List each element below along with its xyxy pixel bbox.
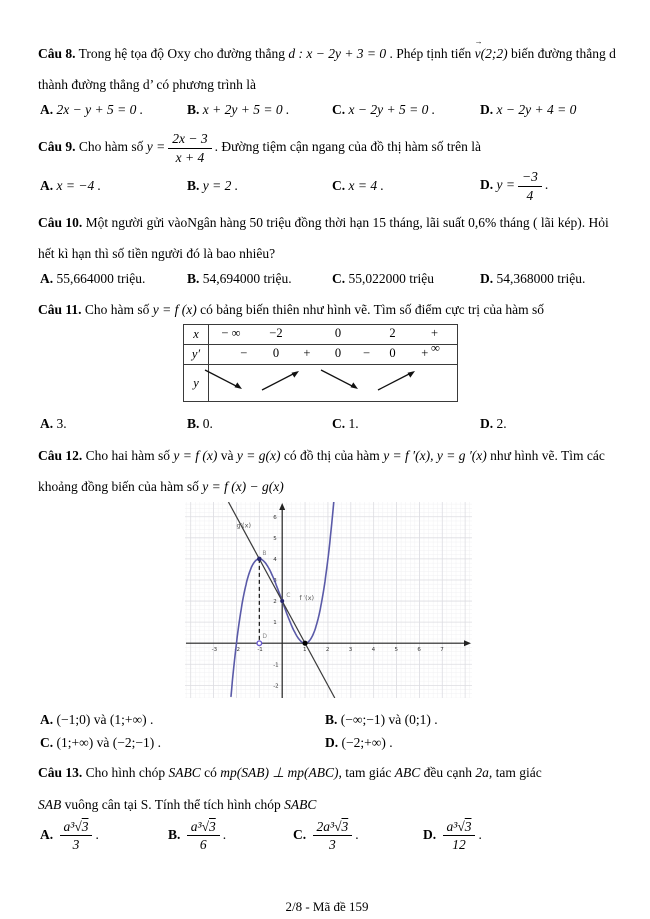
option-key: A.	[40, 178, 54, 194]
option-b	[187, 414, 332, 434]
trend-arrow-icon	[317, 366, 363, 394]
question-11-options	[40, 414, 616, 434]
fraction	[313, 819, 353, 853]
question-13	[38, 763, 616, 853]
fraction-numerator: −3	[518, 169, 542, 187]
svg-text:g′(x): g′(x)	[236, 520, 251, 529]
svg-text:f ′(x): f ′(x)	[299, 593, 315, 602]
svg-text:4: 4	[371, 646, 376, 653]
option-c	[40, 734, 325, 753]
option-key: A.	[40, 711, 54, 727]
option-text: (−2;+∞) .	[341, 735, 393, 751]
radicand: 3	[341, 818, 349, 834]
x-value: + ∞	[430, 326, 440, 356]
question-13-text: có	[204, 765, 217, 781]
question-8-options	[40, 100, 616, 120]
question-13-text: Cho hình chóp	[85, 765, 166, 781]
option-text: 1.	[348, 416, 359, 432]
fraction-numerator: a³√3	[443, 819, 476, 837]
fraction-denominator: 12	[452, 837, 466, 853]
fraction-denominator: 3	[328, 837, 336, 853]
svg-text:-3: -3	[211, 646, 218, 653]
variation-table	[183, 324, 458, 402]
option-key: D.	[480, 270, 494, 286]
derivative-graph	[185, 502, 472, 698]
option-b	[187, 269, 332, 289]
option-a	[40, 414, 187, 434]
option-text: 3.	[56, 416, 67, 432]
option-key: B.	[168, 826, 181, 842]
option-c	[332, 414, 480, 434]
x-value: −2	[269, 326, 283, 341]
option-key: B.	[187, 416, 200, 432]
fraction-denominator: x + 4	[175, 149, 205, 165]
math-difference: y = f (x) − g(x)	[202, 479, 284, 495]
exam-page	[38, 37, 616, 915]
svg-text:6: 6	[273, 514, 277, 521]
option-key: A.	[40, 826, 54, 842]
row-y-arrows	[209, 365, 457, 401]
fraction	[518, 169, 542, 203]
option-d	[325, 734, 616, 753]
option-d	[480, 269, 616, 289]
option-key: C.	[332, 270, 346, 286]
row-y-prime-signs	[209, 345, 457, 364]
math-line-equation: d : x − 2y + 3 = 0	[288, 46, 387, 61]
option-key: D.	[480, 177, 494, 193]
option-tail: .	[544, 177, 549, 193]
option-a	[40, 100, 187, 120]
svg-text:1: 1	[303, 646, 307, 653]
option-key: C.	[332, 101, 346, 117]
option-key: D.	[480, 101, 494, 117]
fraction	[443, 819, 476, 853]
x-value: 2	[389, 326, 396, 341]
table-row-x	[184, 325, 457, 356]
question-12-options	[40, 711, 616, 754]
question-12-label: Câu 12.	[38, 448, 83, 463]
option-key: B.	[325, 711, 338, 727]
question-11-text: Cho hàm số	[84, 302, 150, 318]
question-8-text: . Phép tịnh tiến	[389, 46, 472, 61]
svg-text:-1: -1	[257, 646, 263, 653]
option-key: C.	[332, 178, 346, 194]
option-text: x − 2y + 4 = 0	[496, 101, 577, 117]
option-d	[423, 819, 616, 853]
fraction-numerator: 2x − 3	[168, 131, 211, 149]
question-13-text: tam giác	[345, 765, 392, 781]
question-10-label: Câu 10.	[38, 215, 83, 231]
option-text: x = −4 .	[56, 178, 101, 194]
option-c	[332, 176, 480, 196]
svg-text:3: 3	[273, 577, 277, 584]
option-tail: .	[95, 826, 99, 842]
svg-text:6: 6	[417, 646, 421, 653]
option-d	[480, 414, 616, 434]
question-8-text-line2: thành đường thẳng d’ có phương trình là	[38, 77, 256, 93]
svg-text:3: 3	[348, 646, 353, 653]
question-11-text: có bảng biến thiên như hình vẽ. Tìm số điểm cực trị của hàm số	[200, 302, 545, 318]
x-value: 0	[334, 326, 342, 341]
question-8	[38, 37, 616, 119]
fraction-numerator: a³√3	[187, 819, 220, 837]
math-sabc: SABC	[168, 765, 201, 781]
fraction	[168, 131, 211, 165]
row-x-values	[209, 325, 457, 356]
sqrt-sign: √	[201, 818, 209, 834]
option-key: D.	[480, 416, 494, 432]
option-text: (−∞;−1) và (0;1) .	[340, 711, 438, 727]
math-2a: 2a,	[475, 765, 493, 781]
sign: 0	[334, 346, 342, 361]
math-perpendicular-planes: mp(SAB) ⊥ mp(ABC),	[220, 765, 342, 781]
question-10-text-line2: hết kì hạn thì số tiền người đó là bao nhiêu?	[38, 246, 276, 262]
math-f-prime: y = f ′(x),	[383, 448, 434, 463]
option-key: A.	[40, 270, 54, 286]
question-9	[38, 131, 616, 203]
option-tail: .	[355, 826, 359, 842]
svg-text:2: 2	[273, 598, 277, 605]
svg-text:-1: -1	[273, 661, 279, 668]
x-value: − ∞	[221, 326, 241, 341]
option-key: A.	[40, 101, 54, 117]
math-g-prime: y = g ′(x)	[436, 448, 487, 463]
fraction-numerator: 2a³√3	[313, 819, 353, 837]
option-d	[480, 100, 616, 120]
question-13-label: Câu 13.	[38, 765, 83, 781]
option-text: 2x − y + 5 = 0 .	[56, 101, 144, 117]
svg-text:1: 1	[273, 619, 277, 626]
svg-text:-2: -2	[273, 682, 279, 689]
option-text: 2.	[496, 416, 507, 432]
question-8-text: Trong hệ tọa độ Oxy cho đường thẳng	[78, 46, 285, 61]
fraction-numerator: a³√3	[60, 819, 93, 837]
row-header: x	[184, 325, 209, 344]
sign: −	[240, 346, 248, 361]
option-c	[293, 819, 423, 853]
sign: 0	[389, 346, 396, 361]
question-10-text: Một người gửi vàoNgân hàng 50 triệu đồng thời hạn 15 tháng, lãi suất 0,6% tháng ( lãi kép). Hỏi	[85, 215, 609, 231]
option-text: 55,022000 triệu	[348, 270, 434, 286]
radicand: 3	[464, 818, 472, 834]
sign: +	[303, 346, 311, 361]
option-c	[332, 269, 480, 289]
math-function: y = f (x)	[152, 302, 197, 318]
sign: −	[362, 346, 370, 361]
question-12-text: và	[220, 448, 234, 463]
option-b	[168, 819, 293, 853]
math-y-equals: y =	[146, 139, 166, 155]
radicand: 3	[81, 818, 89, 834]
question-9-label: Câu 9.	[38, 139, 76, 155]
question-10-options	[40, 269, 616, 289]
svg-text:C: C	[286, 591, 291, 599]
option-text: 54,694000 triệu.	[202, 270, 292, 286]
option-text: (−1;0) và (1;+∞) .	[56, 711, 154, 727]
option-text: 55,664000 triệu.	[56, 270, 146, 286]
option-text: 0.	[202, 416, 213, 432]
question-9-options	[40, 169, 616, 203]
fraction-denominator: 4	[526, 187, 534, 203]
option-d	[480, 169, 616, 203]
option-key: D.	[325, 735, 339, 751]
option-a	[40, 711, 325, 730]
option-a	[40, 269, 187, 289]
svg-text:2: 2	[325, 646, 330, 653]
vector-base: v	[474, 46, 481, 61]
trend-arrow-icon	[258, 366, 304, 394]
option-key: C.	[332, 416, 346, 432]
option-text: x + 2y + 5 = 0 .	[202, 101, 290, 117]
trend-arrow-icon	[374, 366, 420, 394]
fraction-denominator: 3	[72, 837, 80, 853]
option-text: x = 4 .	[348, 178, 384, 194]
page-footer: 2/8 - Mã đề 159	[285, 898, 369, 914]
svg-text:D: D	[262, 632, 267, 640]
fraction-denominator: 6	[199, 837, 207, 853]
option-b	[187, 100, 332, 120]
option-a	[40, 176, 187, 196]
option-tail: .	[478, 826, 482, 842]
math-sab: SAB	[38, 796, 62, 812]
option-c	[332, 100, 480, 120]
math-abc: ABC	[394, 765, 421, 781]
math-sabc: SABC	[284, 796, 317, 812]
option-b	[325, 711, 616, 730]
option-a	[40, 819, 168, 853]
vector-args: (2;2)	[480, 46, 508, 61]
question-12-text: như hình vẽ. Tìm các	[490, 448, 605, 463]
question-11-label: Câu 11.	[38, 302, 82, 318]
question-12-text: Cho hai hàm số	[85, 448, 171, 463]
row-header: y	[184, 365, 209, 401]
option-tail: .	[222, 826, 227, 842]
svg-text:-2: -2	[234, 646, 240, 653]
question-10	[38, 213, 616, 288]
fraction	[187, 819, 220, 853]
option-key: B.	[187, 178, 200, 194]
svg-text:7: 7	[440, 646, 444, 653]
option-b	[187, 176, 332, 196]
sign: 0	[272, 346, 280, 361]
option-text: 54,368000 triệu.	[496, 270, 586, 286]
question-13-text: tam giác	[495, 765, 542, 781]
question-13-text: đều cạnh	[423, 765, 472, 781]
question-13-options	[40, 819, 616, 853]
question-13-text-line2: vuông cân tại S. Tính thể tích hình chóp	[64, 796, 281, 812]
question-12-text-line2: khoảng đồng biến của hàm số	[38, 479, 199, 495]
option-text: y = 2 .	[202, 178, 239, 194]
option-key: C.	[293, 826, 307, 842]
question-8-label: Câu 8.	[38, 46, 76, 61]
option-text: (1;+∞) và (−2;−1) .	[56, 735, 161, 751]
derivative-graph-container	[185, 502, 616, 698]
table-row-y	[184, 365, 457, 401]
svg-text:4: 4	[273, 556, 277, 563]
option-text: x − 2y + 5 = 0 .	[348, 101, 436, 117]
question-11	[38, 300, 616, 434]
row-header: y′	[184, 345, 209, 364]
svg-text:5: 5	[394, 646, 399, 653]
sqrt-sign: √	[334, 818, 342, 834]
svg-text:B: B	[262, 549, 267, 557]
vector-v	[474, 37, 483, 64]
question-12	[38, 446, 616, 753]
question-9-text: . Đường tiệm cận ngang của đồ thị hàm số trên là	[214, 139, 482, 155]
option-key: C.	[40, 735, 54, 751]
option-key: D.	[423, 826, 437, 842]
math-gx: y = g(x)	[236, 448, 281, 463]
vector-arrow-icon: →	[474, 37, 483, 46]
sign: +	[421, 346, 429, 361]
fraction	[60, 819, 93, 853]
option-key: B.	[187, 270, 200, 286]
trend-arrow-icon	[201, 366, 247, 394]
question-9-text: Cho hàm số	[78, 139, 144, 155]
question-8-text: biến đường thẳng d	[511, 46, 616, 61]
question-12-text: có đồ thị của hàm	[283, 448, 380, 463]
svg-text:5: 5	[273, 535, 277, 542]
math-fx: y = f (x)	[173, 448, 218, 463]
sqrt-sign: √	[457, 818, 465, 834]
radicand: 3	[209, 818, 216, 834]
table-row-y-prime	[184, 345, 457, 365]
option-text: y =	[496, 177, 515, 193]
sqrt-sign: √	[74, 818, 82, 834]
option-key: B.	[187, 101, 200, 117]
option-key: A.	[40, 416, 54, 432]
